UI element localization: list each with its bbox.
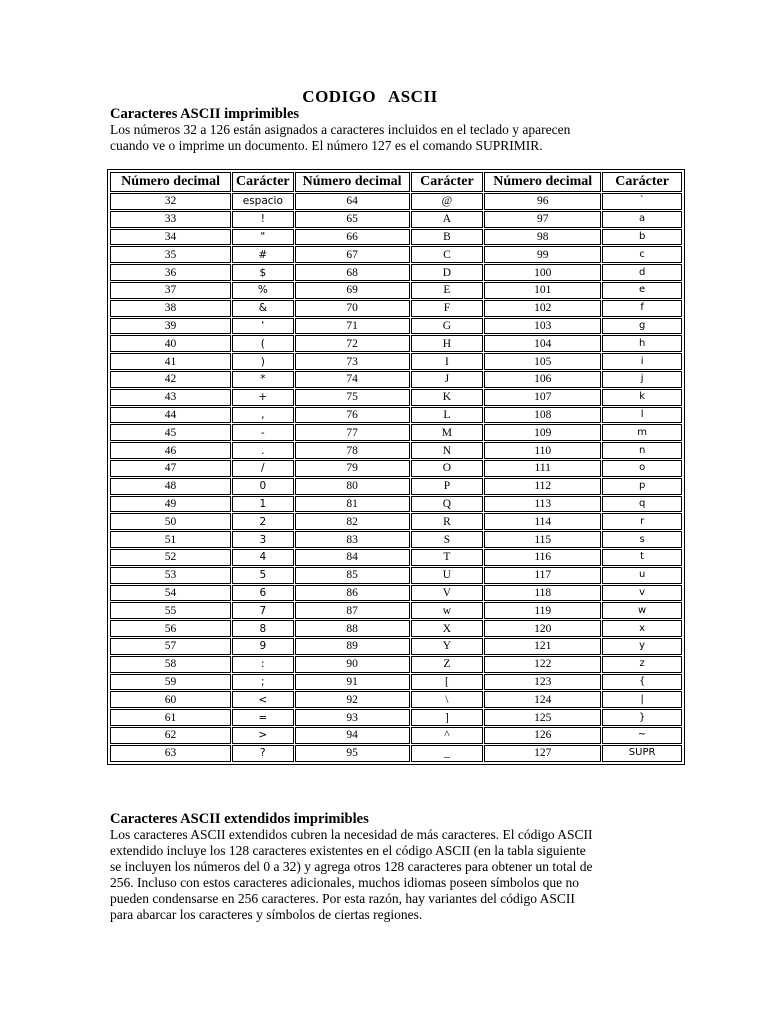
decimal-cell: 63	[110, 745, 231, 762]
decimal-cell: 70	[295, 300, 410, 317]
character-cell: x	[602, 620, 682, 637]
decimal-cell: 125	[484, 709, 601, 726]
paragraph-line: cuando ve o imprime un documento. El número 127 es el comando SUPRIMIR.	[110, 138, 543, 153]
table-row	[110, 674, 682, 691]
character-cell: n	[602, 442, 682, 459]
decimal-cell: 66	[295, 229, 410, 246]
decimal-cell: 124	[484, 691, 601, 708]
character-cell: p	[602, 478, 682, 495]
character-cell: 4	[232, 549, 294, 566]
table-row	[110, 745, 682, 762]
character-cell: 7	[232, 602, 294, 619]
decimal-cell: 64	[295, 193, 410, 210]
character-cell: J	[411, 371, 484, 388]
character-cell: 8	[232, 620, 294, 637]
character-cell: v	[602, 585, 682, 602]
character-cell: c	[602, 246, 682, 263]
character-cell: }	[602, 709, 682, 726]
character-cell: {	[602, 674, 682, 691]
paragraph-line: 256. Incluso con estos caracteres adicionales, muchos idiomas poseen símbolos que no	[110, 875, 580, 890]
character-cell: P	[411, 478, 484, 495]
decimal-cell: 89	[295, 638, 410, 655]
table-row	[110, 353, 682, 370]
character-cell: 1	[232, 496, 294, 513]
decimal-cell: 85	[295, 567, 410, 584]
table-row	[110, 229, 682, 246]
character-cell: |	[602, 691, 682, 708]
character-cell: X	[411, 620, 484, 637]
character-cell: l	[602, 407, 682, 424]
decimal-cell: 97	[484, 211, 601, 228]
character-cell: %	[232, 282, 294, 299]
table-row	[110, 513, 682, 530]
table-row	[110, 496, 682, 513]
decimal-cell: 73	[295, 353, 410, 370]
decimal-cell: 102	[484, 300, 601, 317]
column-header: Número decimal	[484, 172, 601, 192]
character-cell: 2	[232, 513, 294, 530]
decimal-cell: 78	[295, 442, 410, 459]
decimal-cell: 114	[484, 513, 601, 530]
character-cell: `	[602, 193, 682, 210]
paragraph-line: pueden condensarse en 256 caracteres. Por esta razón, hay variantes del código ASCII	[110, 891, 575, 906]
character-cell: q	[602, 496, 682, 513]
decimal-cell: 105	[484, 353, 601, 370]
character-cell: i	[602, 353, 682, 370]
section-heading-printable: Caracteres ASCII imprimibles	[110, 106, 300, 122]
decimal-cell: 99	[484, 246, 601, 263]
character-cell: .	[232, 442, 294, 459]
decimal-cell: 117	[484, 567, 601, 584]
decimal-cell: 48	[110, 478, 231, 495]
table-row	[110, 709, 682, 726]
character-cell: ,	[232, 407, 294, 424]
character-cell: &	[232, 300, 294, 317]
character-cell: j	[602, 371, 682, 388]
decimal-cell: 54	[110, 585, 231, 602]
character-cell: SUPR	[602, 745, 682, 762]
decimal-cell: 101	[484, 282, 601, 299]
character-cell: k	[602, 389, 682, 406]
decimal-cell: 121	[484, 638, 601, 655]
table-row	[110, 407, 682, 424]
character-cell: A	[411, 211, 484, 228]
character-cell: 3	[232, 531, 294, 548]
character-cell: !	[232, 211, 294, 228]
decimal-cell: 82	[295, 513, 410, 530]
decimal-cell: 76	[295, 407, 410, 424]
decimal-cell: 42	[110, 371, 231, 388]
character-cell: e	[602, 282, 682, 299]
decimal-cell: 120	[484, 620, 601, 637]
character-cell: w	[602, 602, 682, 619]
character-cell: C	[411, 246, 484, 263]
decimal-cell: 35	[110, 246, 231, 263]
decimal-cell: 79	[295, 460, 410, 477]
character-cell: /	[232, 460, 294, 477]
decimal-cell: 86	[295, 585, 410, 602]
character-cell: Y	[411, 638, 484, 655]
character-cell: d	[602, 264, 682, 281]
decimal-cell: 119	[484, 602, 601, 619]
decimal-cell: 36	[110, 264, 231, 281]
extended-paragraph	[110, 827, 630, 923]
decimal-cell: 106	[484, 371, 601, 388]
character-cell: :	[232, 656, 294, 673]
decimal-cell: 100	[484, 264, 601, 281]
character-cell: O	[411, 460, 484, 477]
character-cell: V	[411, 585, 484, 602]
decimal-cell: 62	[110, 727, 231, 744]
character-cell: "	[232, 229, 294, 246]
column-header: Carácter	[232, 172, 294, 192]
character-cell: 6	[232, 585, 294, 602]
paragraph-line: extendido incluye los 128 caracteres existentes en el código ASCII (en la tabla siguiente	[110, 843, 586, 858]
table-row	[110, 335, 682, 352]
table-row	[110, 638, 682, 655]
decimal-cell: 65	[295, 211, 410, 228]
decimal-cell: 80	[295, 478, 410, 495]
decimal-cell: 39	[110, 318, 231, 335]
character-cell: E	[411, 282, 484, 299]
decimal-cell: 74	[295, 371, 410, 388]
page-title: CODIGO ASCII	[302, 87, 438, 106]
decimal-cell: 93	[295, 709, 410, 726]
character-cell: b	[602, 229, 682, 246]
decimal-cell: 51	[110, 531, 231, 548]
character-cell: D	[411, 264, 484, 281]
character-cell: y	[602, 638, 682, 655]
decimal-cell: 50	[110, 513, 231, 530]
character-cell: B	[411, 229, 484, 246]
table-row	[110, 371, 682, 388]
decimal-cell: 55	[110, 602, 231, 619]
table-row	[110, 602, 682, 619]
character-cell: *	[232, 371, 294, 388]
character-cell: 5	[232, 567, 294, 584]
character-cell: 9	[232, 638, 294, 655]
paragraph-line: se incluyen los números del 0 a 32) y agrega otros 128 caracteres para obtener un total de	[110, 859, 593, 874]
character-cell: h	[602, 335, 682, 352]
decimal-cell: 104	[484, 335, 601, 352]
decimal-cell: 122	[484, 656, 601, 673]
character-cell: #	[232, 246, 294, 263]
table-row	[110, 656, 682, 673]
paragraph-line: Los caracteres ASCII extendidos cubren la necesidad de más caracteres. El código ASCII	[110, 827, 593, 842]
decimal-cell: 95	[295, 745, 410, 762]
character-cell: @	[411, 193, 484, 210]
table-row	[110, 300, 682, 317]
decimal-cell: 75	[295, 389, 410, 406]
column-header: Número decimal	[110, 172, 231, 192]
character-cell: u	[602, 567, 682, 584]
character-cell: _	[411, 745, 484, 762]
character-cell: r	[602, 513, 682, 530]
table-row	[110, 727, 682, 744]
table-row	[110, 264, 682, 281]
decimal-cell: 110	[484, 442, 601, 459]
decimal-cell: 84	[295, 549, 410, 566]
character-cell: m	[602, 424, 682, 441]
decimal-cell: 56	[110, 620, 231, 637]
ascii-table	[109, 171, 683, 763]
character-cell: espacio	[232, 193, 294, 210]
character-cell: \	[411, 691, 484, 708]
decimal-cell: 53	[110, 567, 231, 584]
decimal-cell: 88	[295, 620, 410, 637]
decimal-cell: 96	[484, 193, 601, 210]
decimal-cell: 83	[295, 531, 410, 548]
character-cell: -	[232, 424, 294, 441]
character-cell: ]	[411, 709, 484, 726]
character-cell: Q	[411, 496, 484, 513]
character-cell: G	[411, 318, 484, 335]
decimal-cell: 115	[484, 531, 601, 548]
decimal-cell: 112	[484, 478, 601, 495]
character-cell: )	[232, 353, 294, 370]
decimal-cell: 77	[295, 424, 410, 441]
decimal-cell: 57	[110, 638, 231, 655]
table-row	[110, 424, 682, 441]
decimal-cell: 113	[484, 496, 601, 513]
character-cell: <	[232, 691, 294, 708]
character-cell: [	[411, 674, 484, 691]
table-header-row	[110, 172, 682, 192]
table-row	[110, 389, 682, 406]
character-cell: $	[232, 264, 294, 281]
character-cell: a	[602, 211, 682, 228]
decimal-cell: 67	[295, 246, 410, 263]
character-cell: >	[232, 727, 294, 744]
column-header: Carácter	[411, 172, 484, 192]
character-cell: I	[411, 353, 484, 370]
character-cell: w	[411, 602, 484, 619]
decimal-cell: 109	[484, 424, 601, 441]
decimal-cell: 127	[484, 745, 601, 762]
decimal-cell: 46	[110, 442, 231, 459]
table-row	[110, 567, 682, 584]
decimal-cell: 72	[295, 335, 410, 352]
table-row	[110, 691, 682, 708]
character-cell: R	[411, 513, 484, 530]
decimal-cell: 108	[484, 407, 601, 424]
decimal-cell: 92	[295, 691, 410, 708]
decimal-cell: 41	[110, 353, 231, 370]
character-cell: z	[602, 656, 682, 673]
table-row	[110, 193, 682, 210]
ascii-table-frame	[107, 169, 685, 765]
decimal-cell: 81	[295, 496, 410, 513]
character-cell: 0	[232, 478, 294, 495]
table-row	[110, 478, 682, 495]
character-cell: ~	[602, 727, 682, 744]
decimal-cell: 123	[484, 674, 601, 691]
decimal-cell: 69	[295, 282, 410, 299]
character-cell: o	[602, 460, 682, 477]
decimal-cell: 44	[110, 407, 231, 424]
character-cell: T	[411, 549, 484, 566]
decimal-cell: 103	[484, 318, 601, 335]
decimal-cell: 107	[484, 389, 601, 406]
character-cell: ;	[232, 674, 294, 691]
table-row	[110, 460, 682, 477]
table-row	[110, 442, 682, 459]
decimal-cell: 87	[295, 602, 410, 619]
character-cell: +	[232, 389, 294, 406]
table-row	[110, 549, 682, 566]
character-cell: F	[411, 300, 484, 317]
decimal-cell: 90	[295, 656, 410, 673]
character-cell: K	[411, 389, 484, 406]
character-cell: Z	[411, 656, 484, 673]
decimal-cell: 45	[110, 424, 231, 441]
character-cell: g	[602, 318, 682, 335]
table-row	[110, 585, 682, 602]
decimal-cell: 38	[110, 300, 231, 317]
decimal-cell: 47	[110, 460, 231, 477]
table-row	[110, 318, 682, 335]
character-cell: f	[602, 300, 682, 317]
character-cell: M	[411, 424, 484, 441]
table-row	[110, 282, 682, 299]
decimal-cell: 116	[484, 549, 601, 566]
character-cell: t	[602, 549, 682, 566]
paragraph-line: Los números 32 a 126 están asignados a caracteres incluidos en el teclado y aparecen	[110, 122, 571, 137]
decimal-cell: 91	[295, 674, 410, 691]
decimal-cell: 98	[484, 229, 601, 246]
decimal-cell: 111	[484, 460, 601, 477]
decimal-cell: 59	[110, 674, 231, 691]
decimal-cell: 60	[110, 691, 231, 708]
character-cell: S	[411, 531, 484, 548]
decimal-cell: 52	[110, 549, 231, 566]
character-cell: ^	[411, 727, 484, 744]
character-cell: H	[411, 335, 484, 352]
decimal-cell: 34	[110, 229, 231, 246]
decimal-cell: 33	[110, 211, 231, 228]
character-cell: L	[411, 407, 484, 424]
decimal-cell: 32	[110, 193, 231, 210]
intro-paragraph	[110, 122, 630, 154]
column-header: Carácter	[602, 172, 682, 192]
decimal-cell: 37	[110, 282, 231, 299]
table-row	[110, 211, 682, 228]
character-cell: =	[232, 709, 294, 726]
table-row	[110, 531, 682, 548]
paragraph-line: para abarcar los caracteres y símbolos de ciertas regiones.	[110, 907, 423, 922]
decimal-cell: 43	[110, 389, 231, 406]
table-row	[110, 246, 682, 263]
decimal-cell: 68	[295, 264, 410, 281]
decimal-cell: 118	[484, 585, 601, 602]
decimal-cell: 126	[484, 727, 601, 744]
decimal-cell: 58	[110, 656, 231, 673]
character-cell: ?	[232, 745, 294, 762]
decimal-cell: 61	[110, 709, 231, 726]
character-cell: s	[602, 531, 682, 548]
decimal-cell: 71	[295, 318, 410, 335]
table-body	[110, 193, 682, 762]
decimal-cell: 49	[110, 496, 231, 513]
character-cell: U	[411, 567, 484, 584]
table-row	[110, 620, 682, 637]
character-cell: '	[232, 318, 294, 335]
decimal-cell: 94	[295, 727, 410, 744]
section-heading-extended: Caracteres ASCII extendidos imprimibles	[110, 811, 369, 827]
character-cell: N	[411, 442, 484, 459]
character-cell: (	[232, 335, 294, 352]
decimal-cell: 40	[110, 335, 231, 352]
column-header: Número decimal	[295, 172, 410, 192]
